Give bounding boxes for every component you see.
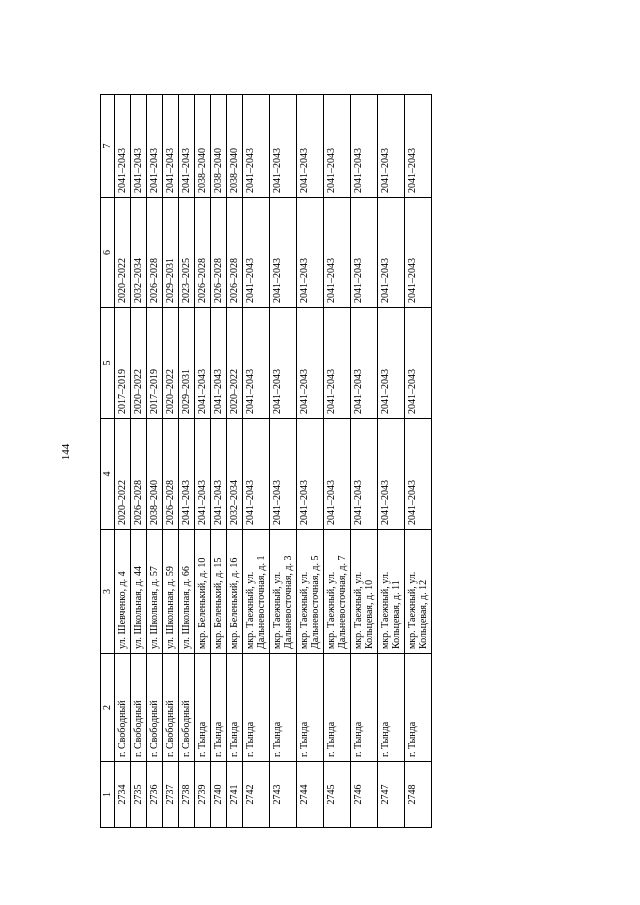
address-cell: мкр. Беленький, д. 10 — [195, 530, 211, 654]
table-row — [227, 95, 243, 828]
address-cell: мкр. Таежный, ул. Дальневосточная, д. 5 — [297, 530, 324, 654]
city-cell: г. Тында — [270, 654, 297, 762]
address-cell: мкр. Таежный, ул. Кольцевая, д. 11 — [378, 530, 405, 654]
col5-period-cell: 2020–2022 — [227, 308, 243, 419]
col7-period-cell: 2041–2043 — [179, 95, 195, 198]
col7-period-cell: 2038–2040 — [195, 95, 211, 198]
col6-period-cell: 2026–2028 — [211, 198, 227, 308]
col5-period-cell: 2041–2043 — [351, 308, 378, 419]
city-cell: г. Свободный — [147, 654, 163, 762]
row-number-cell: 2742 — [243, 762, 270, 828]
col5-period-cell: 2017–2019 — [147, 308, 163, 419]
col6-period-cell: 2026–2028 — [195, 198, 211, 308]
col7-period-cell: 2041–2043 — [324, 95, 351, 198]
table-row — [243, 95, 270, 828]
col5-period-cell: 2041–2043 — [324, 308, 351, 419]
table-row — [405, 95, 432, 828]
city-cell: г. Тында — [243, 654, 270, 762]
table-row — [163, 95, 179, 828]
col5-period-cell: 2041–2043 — [297, 308, 324, 419]
rotated-table-container — [100, 95, 561, 828]
data-table — [100, 94, 432, 828]
address-cell: ул. Школьная, д. 57 — [147, 530, 163, 654]
address-cell: мкр. Таежный, ул. Дальневосточная, д. 7 — [324, 530, 351, 654]
col6-period-cell: 2041–2043 — [378, 198, 405, 308]
col4-period-cell: 2041–2043 — [195, 419, 211, 530]
row-number-cell: 2746 — [351, 762, 378, 828]
col5-period-cell: 2020–2022 — [163, 308, 179, 419]
row-number-cell: 2735 — [131, 762, 147, 828]
col4-period-cell: 2032–2034 — [227, 419, 243, 530]
col6-period-cell: 2023–2025 — [179, 198, 195, 308]
table-row — [211, 95, 227, 828]
row-number-cell: 2745 — [324, 762, 351, 828]
city-cell: г. Свободный — [115, 654, 131, 762]
col6-period-cell: 2041–2043 — [270, 198, 297, 308]
address-cell: мкр. Таежный, ул. Кольцевая, д. 10 — [351, 530, 378, 654]
col4-period-cell: 2026–2028 — [163, 419, 179, 530]
row-number-cell: 2740 — [211, 762, 227, 828]
table-row — [297, 95, 324, 828]
table-row — [179, 95, 195, 828]
city-cell: г. Тында — [405, 654, 432, 762]
col6-period-cell: 2041–2043 — [324, 198, 351, 308]
col6-period-cell: 2029–2031 — [163, 198, 179, 308]
row-number-cell: 2743 — [270, 762, 297, 828]
col4-period-cell: 2041–2043 — [179, 419, 195, 530]
col5-period-cell: 2020–2022 — [131, 308, 147, 419]
address-cell: мкр. Таежный, ул. Дальневосточная, д. 1 — [243, 530, 270, 654]
col5-period-cell: 2041–2043 — [405, 308, 432, 419]
col4-period-cell: 2041–2043 — [270, 419, 297, 530]
row-number-cell: 2738 — [179, 762, 195, 828]
row-number-cell: 2748 — [405, 762, 432, 828]
col5-period-cell: 2041–2043 — [243, 308, 270, 419]
address-cell: ул. Школьная, д. 44 — [131, 530, 147, 654]
row-number-cell: 2741 — [227, 762, 243, 828]
col4-period-cell: 2041–2043 — [378, 419, 405, 530]
header-cell: 1 — [101, 762, 115, 828]
table-row — [147, 95, 163, 828]
col7-period-cell: 2041–2043 — [378, 95, 405, 198]
table-row — [324, 95, 351, 828]
page-number: 144 — [60, 443, 72, 461]
address-cell: мкр. Таежный, ул. Кольцевая, д. 12 — [405, 530, 432, 654]
col4-period-cell: 2041–2043 — [405, 419, 432, 530]
col5-period-cell: 2029–2031 — [179, 308, 195, 419]
col7-period-cell: 2038–2040 — [227, 95, 243, 198]
col4-period-cell: 2041–2043 — [211, 419, 227, 530]
col7-period-cell: 2041–2043 — [297, 95, 324, 198]
col7-period-cell: 2041–2043 — [163, 95, 179, 198]
col6-period-cell: 2032–2034 — [131, 198, 147, 308]
header-row — [101, 95, 115, 828]
col6-period-cell: 2026–2028 — [227, 198, 243, 308]
row-number-cell: 2734 — [115, 762, 131, 828]
address-cell: мкр. Беленький, д. 15 — [211, 530, 227, 654]
col7-period-cell: 2041–2043 — [131, 95, 147, 198]
col4-period-cell: 2041–2043 — [243, 419, 270, 530]
header-cell: 2 — [101, 654, 115, 762]
city-cell: г. Тында — [227, 654, 243, 762]
col4-period-cell: 2020–2022 — [115, 419, 131, 530]
col5-period-cell: 2041–2043 — [270, 308, 297, 419]
col4-period-cell: 2041–2043 — [351, 419, 378, 530]
col6-period-cell: 2026–2028 — [147, 198, 163, 308]
header-cell: 6 — [101, 198, 115, 308]
city-cell: г. Тында — [378, 654, 405, 762]
city-cell: г. Тында — [351, 654, 378, 762]
city-cell: г. Тында — [195, 654, 211, 762]
table-row — [131, 95, 147, 828]
col7-period-cell: 2041–2043 — [270, 95, 297, 198]
address-cell: ул. Школьная, д. 59 — [163, 530, 179, 654]
table-row — [115, 95, 131, 828]
col4-period-cell: 2041–2043 — [297, 419, 324, 530]
col4-period-cell: 2026–2028 — [131, 419, 147, 530]
col4-period-cell: 2038–2040 — [147, 419, 163, 530]
header-cell: 4 — [101, 419, 115, 530]
table-body — [101, 95, 432, 828]
row-number-cell: 2736 — [147, 762, 163, 828]
row-number-cell: 2744 — [297, 762, 324, 828]
col6-period-cell: 2020–2022 — [115, 198, 131, 308]
table-row — [195, 95, 211, 828]
row-number-cell: 2747 — [378, 762, 405, 828]
col5-period-cell: 2041–2043 — [378, 308, 405, 419]
header-cell: 5 — [101, 308, 115, 419]
table-row — [351, 95, 378, 828]
city-cell: г. Свободный — [163, 654, 179, 762]
col7-period-cell: 2041–2043 — [405, 95, 432, 198]
row-number-cell: 2739 — [195, 762, 211, 828]
city-cell: г. Тында — [324, 654, 351, 762]
address-cell: мкр. Беленький, д. 16 — [227, 530, 243, 654]
city-cell: г. Свободный — [131, 654, 147, 762]
city-cell: г. Тында — [297, 654, 324, 762]
col6-period-cell: 2041–2043 — [405, 198, 432, 308]
col6-period-cell: 2041–2043 — [351, 198, 378, 308]
col7-period-cell: 2041–2043 — [147, 95, 163, 198]
row-number-cell: 2737 — [163, 762, 179, 828]
table-row — [270, 95, 297, 828]
col7-period-cell: 2038–2040 — [211, 95, 227, 198]
col7-period-cell: 2041–2043 — [115, 95, 131, 198]
address-cell: ул. Школьная, д. 66 — [179, 530, 195, 654]
city-cell: г. Свободный — [179, 654, 195, 762]
header-cell: 7 — [101, 95, 115, 198]
col6-period-cell: 2041–2043 — [243, 198, 270, 308]
address-cell: ул. Шевченко, д. 4 — [115, 530, 131, 654]
col5-period-cell: 2017–2019 — [115, 308, 131, 419]
col4-period-cell: 2041–2043 — [324, 419, 351, 530]
address-cell: мкр. Таежный, ул. Дальневосточная, д. 3 — [270, 530, 297, 654]
table-row — [378, 95, 405, 828]
col7-period-cell: 2041–2043 — [243, 95, 270, 198]
header-cell: 3 — [101, 530, 115, 654]
col7-period-cell: 2041–2043 — [351, 95, 378, 198]
city-cell: г. Тында — [211, 654, 227, 762]
col5-period-cell: 2041–2043 — [211, 308, 227, 419]
col6-period-cell: 2041–2043 — [297, 198, 324, 308]
col5-period-cell: 2041–2043 — [195, 308, 211, 419]
